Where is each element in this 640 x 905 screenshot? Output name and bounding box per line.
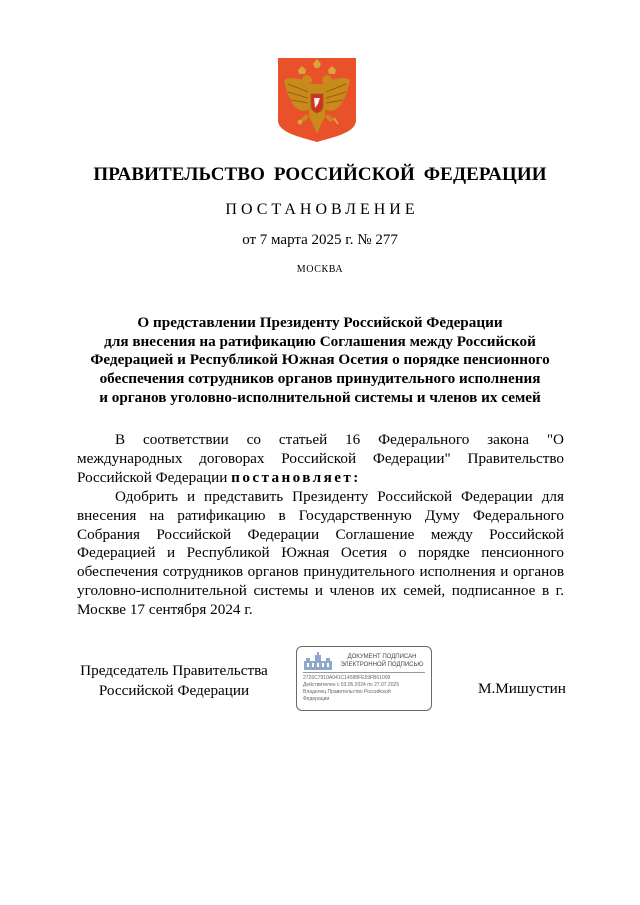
government-name: ПРАВИТЕЛЬСТВО РОССИЙСКОЙ ФЕДЕРАЦИИ bbox=[93, 164, 547, 185]
document-body bbox=[77, 431, 564, 620]
document-type: ПОСТАНОВЛЕНИЕ bbox=[225, 201, 419, 218]
document-date-number: от 7 марта 2025 г. № 277 bbox=[242, 232, 398, 248]
stamp-owner: Федерации bbox=[303, 696, 330, 702]
title-line: О представлении Президенту Российской Федерации bbox=[137, 314, 503, 331]
stamp-details bbox=[303, 675, 429, 703]
preamble-text: В соответствии со статьей 16 Федерального закона "О международных договорах Российской Федерации" Правительство Российской Федерации bbox=[77, 431, 564, 486]
coat-of-arms-icon bbox=[276, 56, 358, 144]
electronic-signature-stamp bbox=[296, 646, 432, 711]
stamp-validity: Действителен с 03.05.2024 по 27.07.2025 bbox=[303, 682, 400, 688]
kremlin-building-icon bbox=[303, 652, 333, 672]
stamp-title-line: ДОКУМЕНТ ПОДПИСАН bbox=[347, 654, 417, 660]
stamp-divider bbox=[303, 672, 425, 673]
signatory-name: М.Мишустин bbox=[478, 680, 566, 697]
title-line: обеспечения сотрудников органов принудительного исполнения bbox=[99, 370, 541, 388]
stamp-title bbox=[335, 653, 429, 669]
stamp-title-line: ЭЛЕКТРОННОЙ ПОДПИСЬЮ bbox=[340, 662, 424, 668]
decree-keyword: постановляет: bbox=[231, 468, 361, 486]
document-title bbox=[80, 314, 560, 408]
document-city: МОСКВА bbox=[296, 264, 344, 275]
signatory-position bbox=[76, 661, 272, 701]
stamp-owner: Владелец Правительство Российской bbox=[303, 689, 391, 695]
signatory-position-line: Председатель Правительства bbox=[80, 662, 268, 679]
body-paragraph-preamble bbox=[77, 431, 564, 488]
title-line: для внесения на ратификацию Соглашения между Российской bbox=[104, 332, 536, 350]
signatory-position-line: Российской Федерации bbox=[98, 682, 250, 699]
title-line: Федерацией и Республикой Южная Осетия о порядке пенсионного bbox=[90, 351, 550, 369]
stamp-certificate: 2726C7910A041C14588FE59FB61009 bbox=[303, 675, 391, 681]
body-paragraph-decision: Одобрить и представить Президенту Российской Федерации для внесения на ратификацию в Государственную Думу Федерального Собрания Российской Федерации Соглашение между Российской Федерацией и Республикой Южная Осетия о порядке пенсионного обеспечения сотрудников органов принудительного исполнения и органов уголовно-исполнительной системы и членов их семей, подписанное в г. Москве 17 сентября 2024 г. bbox=[77, 487, 564, 619]
title-line: и органов уголовно-исполнительной системы и членов их семей bbox=[99, 388, 541, 406]
